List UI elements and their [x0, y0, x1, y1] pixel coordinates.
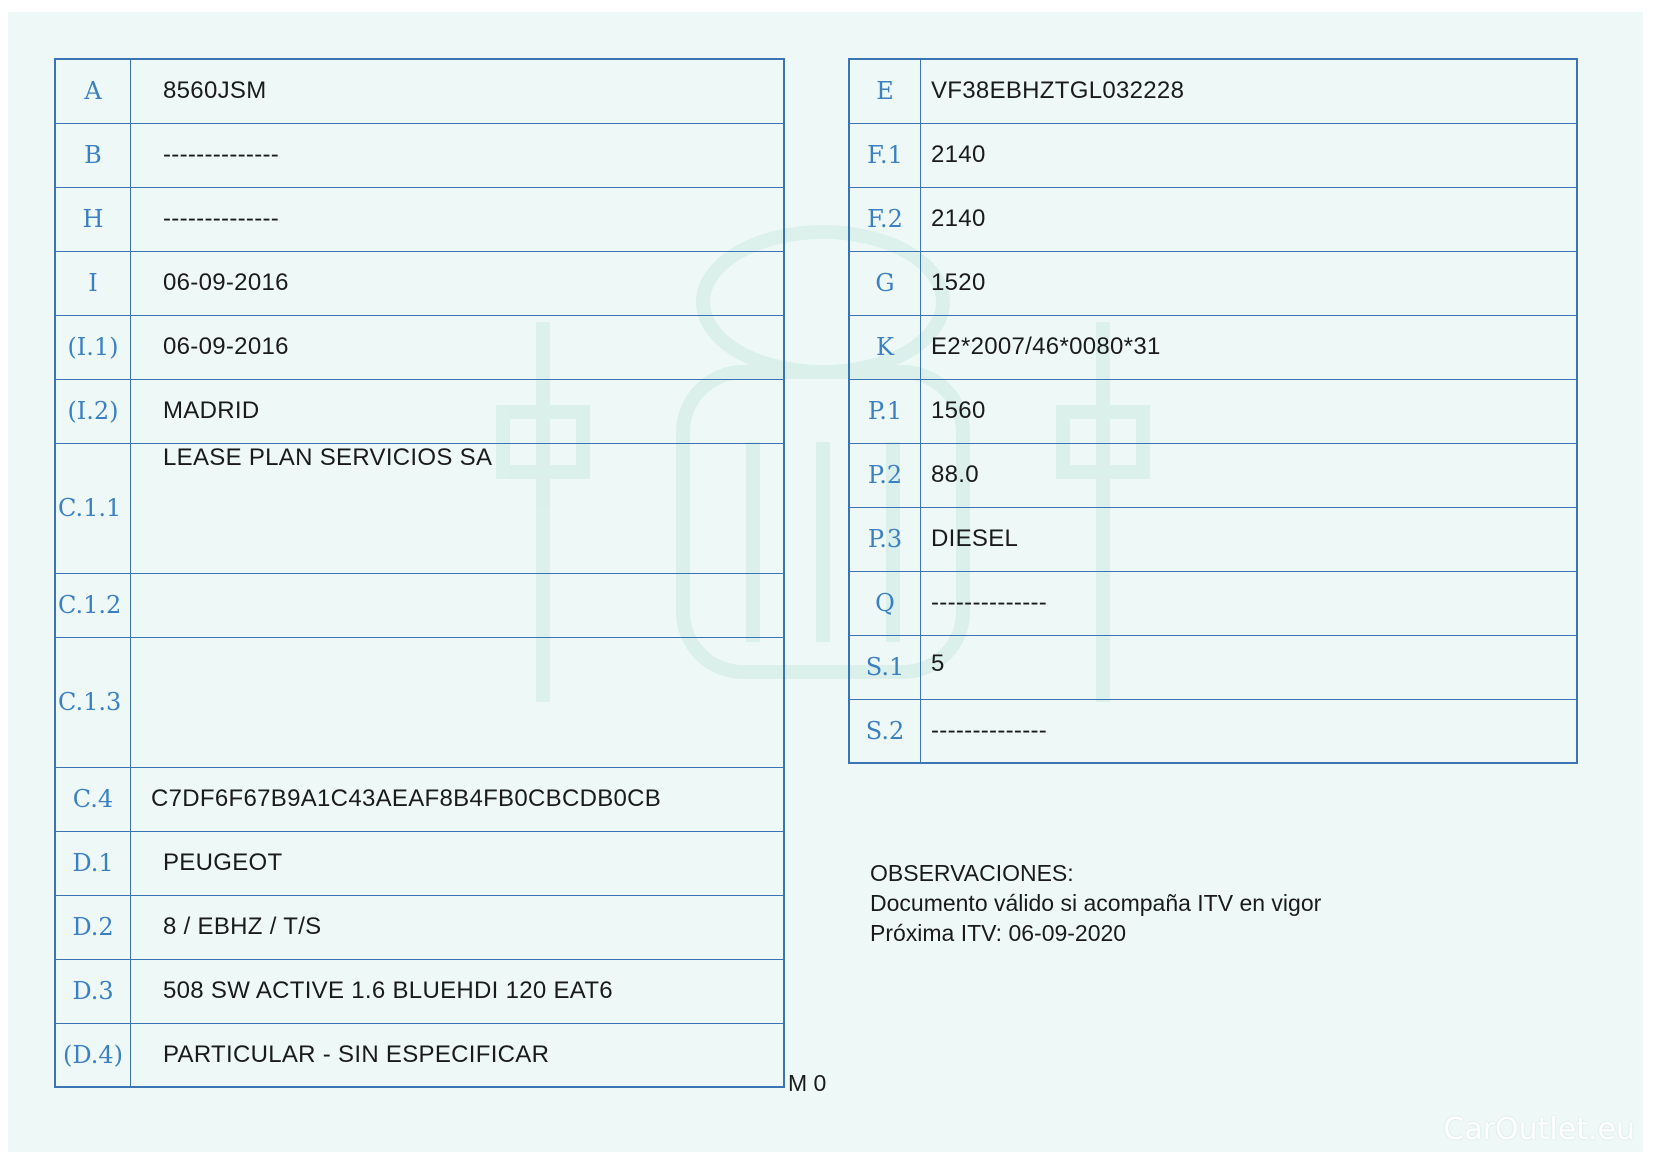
field-label: P.3 [849, 507, 921, 571]
field-label: Q [849, 571, 921, 635]
corner-watermark-logo: CarOutlet.eu [1443, 1112, 1635, 1147]
field-value [131, 573, 785, 637]
table-row [55, 959, 784, 1023]
field-label: F.1 [849, 123, 921, 187]
field-value: 2140 [921, 187, 1578, 251]
field-value: 1520 [921, 251, 1578, 315]
field-value: 8 / EBHZ / T/S [131, 895, 785, 959]
field-value: LEASE PLAN SERVICIOS SA [131, 443, 785, 573]
field-value: MADRID [131, 379, 785, 443]
table-row [849, 571, 1577, 635]
field-value: 8560JSM [131, 59, 785, 123]
observations-title: OBSERVACIONES: [870, 860, 1074, 886]
field-label: C.1.1 [55, 443, 131, 573]
table-row [55, 1023, 784, 1087]
field-label: D.3 [55, 959, 131, 1023]
field-label: D.1 [55, 831, 131, 895]
table-row [55, 315, 784, 379]
field-value: 1560 [921, 379, 1578, 443]
table-row [849, 251, 1577, 315]
table-row [849, 187, 1577, 251]
field-value: 06-09-2016 [131, 251, 785, 315]
field-value [131, 637, 785, 767]
table-row [849, 699, 1577, 763]
table-row [55, 187, 784, 251]
table-row [849, 59, 1577, 123]
table-row [55, 123, 784, 187]
left-fields-table [54, 58, 785, 1088]
table-row [55, 59, 784, 123]
table-row [849, 635, 1577, 699]
field-label: A [55, 59, 131, 123]
field-label: S.1 [849, 635, 921, 699]
field-label: H [55, 187, 131, 251]
field-value: -------------- [131, 187, 785, 251]
table-row [55, 895, 784, 959]
table-row [849, 507, 1577, 571]
field-label: P.1 [849, 379, 921, 443]
field-value: -------------- [921, 699, 1578, 763]
field-label: (I.1) [55, 315, 131, 379]
field-label: B [55, 123, 131, 187]
field-value: 88.0 [921, 443, 1578, 507]
field-value: 06-09-2016 [131, 315, 785, 379]
table-row [849, 379, 1577, 443]
field-value: PEUGEOT [131, 831, 785, 895]
field-label: F.2 [849, 187, 921, 251]
field-label: (I.2) [55, 379, 131, 443]
field-value: DIESEL [921, 507, 1578, 571]
table-row [849, 315, 1577, 379]
field-label: I [55, 251, 131, 315]
field-value: 2140 [921, 123, 1578, 187]
table-row [849, 123, 1577, 187]
field-value: -------------- [921, 571, 1578, 635]
observations-line: Próxima ITV: 06-09-2020 [870, 920, 1127, 946]
field-label: C.4 [55, 767, 131, 831]
table-row [55, 251, 784, 315]
table-row [55, 573, 784, 637]
table-row [55, 443, 784, 573]
table-row [849, 443, 1577, 507]
field-value: C7DF6F67B9A1C43AEAF8B4FB0CBCDB0CB [131, 767, 785, 831]
right-fields-table [848, 58, 1578, 764]
field-value: 5 [921, 635, 1578, 699]
table-row [55, 831, 784, 895]
field-label: E [849, 59, 921, 123]
field-value: VF38EBHZTGL032228 [921, 59, 1578, 123]
table-row [55, 637, 784, 767]
table-row [55, 767, 784, 831]
field-value: PARTICULAR - SIN ESPECIFICAR [131, 1023, 785, 1087]
observations-block [870, 858, 1321, 948]
field-label: G [849, 251, 921, 315]
field-label: D.2 [55, 895, 131, 959]
field-label: S.2 [849, 699, 921, 763]
field-label: K [849, 315, 921, 379]
field-value: -------------- [131, 123, 785, 187]
observations-line: Documento válido si acompaña ITV en vigor [870, 890, 1322, 916]
field-label: C.1.2 [55, 573, 131, 637]
field-value: E2*2007/46*0080*31 [921, 315, 1578, 379]
side-mark: M 0 [788, 1070, 827, 1096]
table-row [55, 379, 784, 443]
field-value: 508 SW ACTIVE 1.6 BLUEHDI 120 EAT6 [131, 959, 785, 1023]
field-label: P.2 [849, 443, 921, 507]
field-label: C.1.3 [55, 637, 131, 767]
field-label: (D.4) [55, 1023, 131, 1087]
